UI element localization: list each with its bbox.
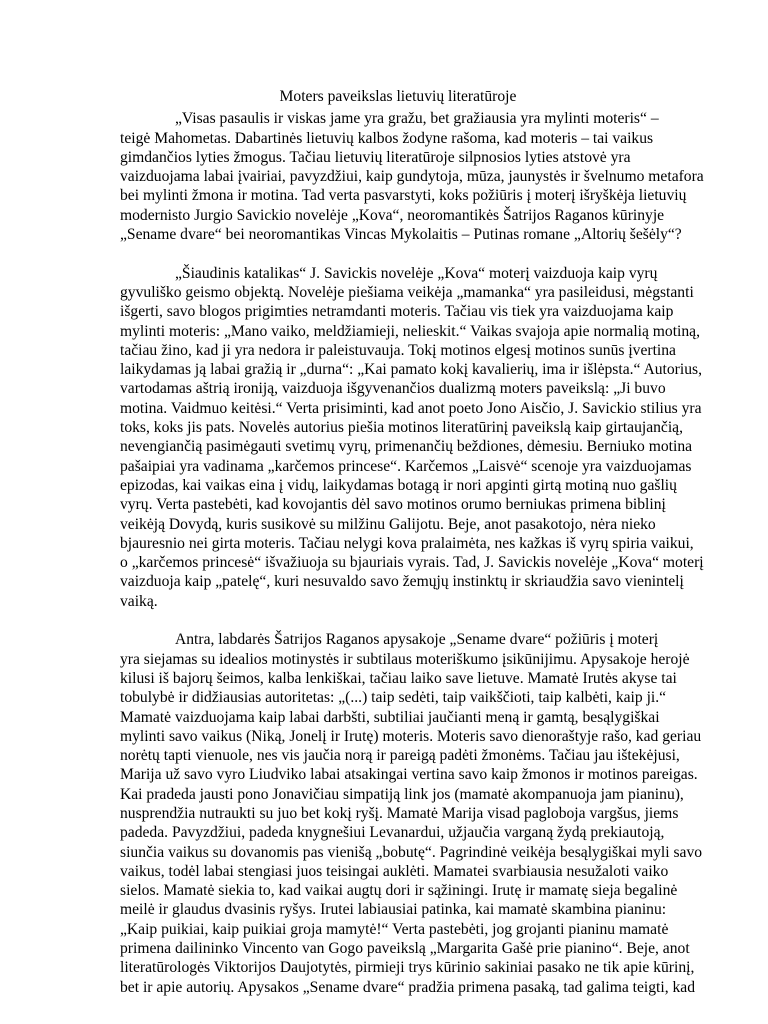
text-line: gimdančios lyties žmogus. Tačiau lietuvių literatūroje silpnosios lyties atstovė yra bbox=[120, 148, 631, 166]
text-line: mylinti savo vaikus (Niką, Jonelį ir Irutę) moteris. Moteris savo dienoraštyje rašo, kad geriau bbox=[120, 727, 702, 745]
text-line: „Kaip puikiai, kaip puikiai groja mamytė!“ Verta pastebėti, jog grojanti pianinu mamatė bbox=[120, 920, 669, 938]
paragraph bbox=[120, 264, 704, 611]
text-line: Marija už savo vyro Liudviko labai atsakingai vertina savo kaip žmonos ir motinos pareigas. bbox=[120, 766, 698, 784]
text-line: motina. Vaidmuo keitėsi.“ Verta prisiminti, kad anot poeto Jono Aisčio, J. Savickio stilius yra bbox=[120, 399, 702, 417]
document-paragraphs bbox=[120, 109, 704, 997]
text-line: primena dailininko Vincento van Gogo paveikslą „Margarita Gašė prie pianino“. Beje, anot bbox=[120, 940, 690, 958]
text-line: tobulybė ir didžiausias autoritetas: „(...) taip sedėti, taip vaikščioti, taip kalbėti, kaip ji.“ bbox=[120, 689, 667, 707]
text-line: vaikus, todėl labai stengiasi juos teisingai auklėti. Mamatei svarbiausia nesužaloti vaiko bbox=[120, 862, 669, 880]
text-line: vaizduojama labai įvairiai, pavyzdžiui, kaip gundytoja, mūza, jaunystės ir švelnumo metafora bbox=[120, 168, 704, 186]
text-line: mylinti moteris: „Mano vaiko, meldžiamieji, nelieskit.“ Vaikas svajoja apie normalią motiną, bbox=[120, 322, 701, 340]
text-line: vartodamas aštrią ironiją, vaizduoja išgyvenančios dualizmą moters paveikslą: „Ji buvo bbox=[120, 380, 666, 398]
text-line: o „karčemos princesė“ išvažiuoja su bjauriais vyrais. Tad, J. Savickis novelėje „Kova“ moterį bbox=[120, 554, 704, 572]
text-line: bei mylinti žmona ir motina. Tad verta pasvarstyti, koks požiūris į moterį išryškėja lietuvių bbox=[120, 187, 687, 205]
text-line: epizodas, kai vaikas eina į vidų, laikydamas botagą ir nori apginti girtą motiną nuo gašlių bbox=[120, 476, 677, 494]
text-line: teigė Mahometas. Dabartinės lietuvių kalbos žodyne rašoma, kad moteris – tai vaikus bbox=[120, 129, 654, 147]
text-line: sielos. Mamatė siekia to, kad vaikai augtų dori ir sąžiningi. Irutę ir mamatę sieja begalinė bbox=[120, 882, 678, 900]
text-line: „Sename dvare“ bei neoromantikas Vincas Mykolaitis – Putinas romane „Altorių šešėly“? bbox=[120, 226, 682, 244]
text-line: nevengiančią pasimėgauti svetimų vyrų, primenančių beždiones, dėmesiu. Berniuko motina bbox=[120, 438, 693, 456]
text-line: gyvuliško geismo objektą. Novelėje piešiama veikėja „mamanka“ yra pasileidusi, mėgstanti bbox=[120, 283, 694, 301]
text-line: tačiau žino, kad ji yra nedora ir paleistuvauja. Tokį motinos elgesį motinos sunūs įvertina bbox=[120, 341, 676, 359]
text-line: Antra, labdarės Šatrijos Raganos apysakoje „Sename dvare“ požiūris į moterį bbox=[175, 631, 659, 649]
text-line: Kai pradeda jausti pono Jonavičiau simpatiją link jos (mamatė akompanuoja jam pianinu), bbox=[120, 785, 684, 803]
text-line: yra siejamas su idealios motinystės ir subtilaus moteriškumo įsikūnijimu. Apysakoje herojė bbox=[120, 650, 690, 668]
text-line: modernisto Jurgio Savickio novelėje „Kova“, neoromantikės Šatrijos Raganos kūrinyje bbox=[120, 206, 665, 224]
text-line: vyrų. Verta pastebėti, kad kovojantis dėl savo motinos orumo berniukas primena biblinį bbox=[120, 496, 666, 514]
text-line: nusprendžia nutraukti su juo bet kokį ryšį. Mamatė Marija visad pagloboja vargšus, jiems bbox=[120, 804, 679, 822]
text-line: laikydamas ją labai gražią ir „durna“: „Kai pamato kokį kavalierių, ima ir išlėpsta.“ Autorius, bbox=[120, 361, 702, 379]
text-line: kilusi iš bajorų šeimos, kalba lenkiškai, tačiau laiko save lietuve. Mamatė Irutės akyse tai bbox=[120, 669, 677, 687]
text-line: toks, koks jis pats. Novelės autorius piešia motinos literatūrinį paveikslą kaip girtaujančią, bbox=[120, 419, 683, 437]
text-line: vaiką. bbox=[120, 592, 158, 610]
document-body bbox=[120, 87, 704, 997]
text-line: vaizduoja kaip „patelę“, kuri nesuvaldo savo žemųjų instinktų ir skriaudžia savo vienintelį bbox=[120, 573, 684, 591]
text-line: išgerti, savo blogos prigimties netramdanti moteris. Tačiau vis tiek yra vaizduojama kaip bbox=[120, 303, 674, 321]
paragraph bbox=[120, 109, 704, 244]
text-line: siunčia vaikus su dovanomis pas vienišą „bobutę“. Pagrindinė veikėja besąlygiškai myli savo bbox=[120, 843, 703, 861]
text-line: Mamatė vaizduojama kaip labai darbšti, subtiliai jaučianti meną ir gamtą, besąlygiškai bbox=[120, 708, 660, 726]
text-line: „Visas pasaulis ir viskas jame yra gražu, bet gražiausia yra mylinti moteris“ – bbox=[175, 110, 659, 128]
text-line: norėtų tapti vienuole, nes vis jaučia norą ir pareigą padėti žmonėms. Tačiau jau ištekėjusi, bbox=[120, 747, 680, 765]
text-line: veikėją Dovydą, kuris susikovė su milžinu Galijotu. Beje, anot pasakotojo, nėra nieko bbox=[120, 515, 656, 533]
text-line: bet ir apie autorių. Apysakos „Sename dvare“ pradžia primena pasaką, tad galima teigti, kad bbox=[120, 978, 696, 996]
text-line: „Šiaudinis katalikas“ J. Savickis novelėje „Kova“ moterį vaizduoja kaip vyrų bbox=[175, 264, 658, 282]
document-title: Moters paveikslas lietuvių literatūroje bbox=[279, 88, 517, 105]
text-line: pašaipiai yra vadinama „karčemos princese“. Karčemos „Laisvė“ scenoje yra vaizduojamas bbox=[120, 457, 692, 475]
text-line: meilė ir glaudus dvasinis ryšys. Irutei labiausiai patinka, kai mamatė skambina pianinu: bbox=[120, 901, 667, 919]
paragraph bbox=[120, 630, 703, 997]
text-line: bjauresnio nei girta moteris. Tačiau nelygi kova pralaimėta, nes kažkas iš vyrų spiria vaikui, bbox=[120, 534, 694, 552]
text-line: padeda. Pavyzdžiui, padeda knygnešiui Levanardui, užjaučia varganą žydą prekiautoją, bbox=[120, 824, 665, 842]
text-line: literatūrologės Viktorijos Daujotytės, pirmieji trys kūrinio sakiniai pasako ne tik apie kūrinį, bbox=[120, 959, 695, 977]
